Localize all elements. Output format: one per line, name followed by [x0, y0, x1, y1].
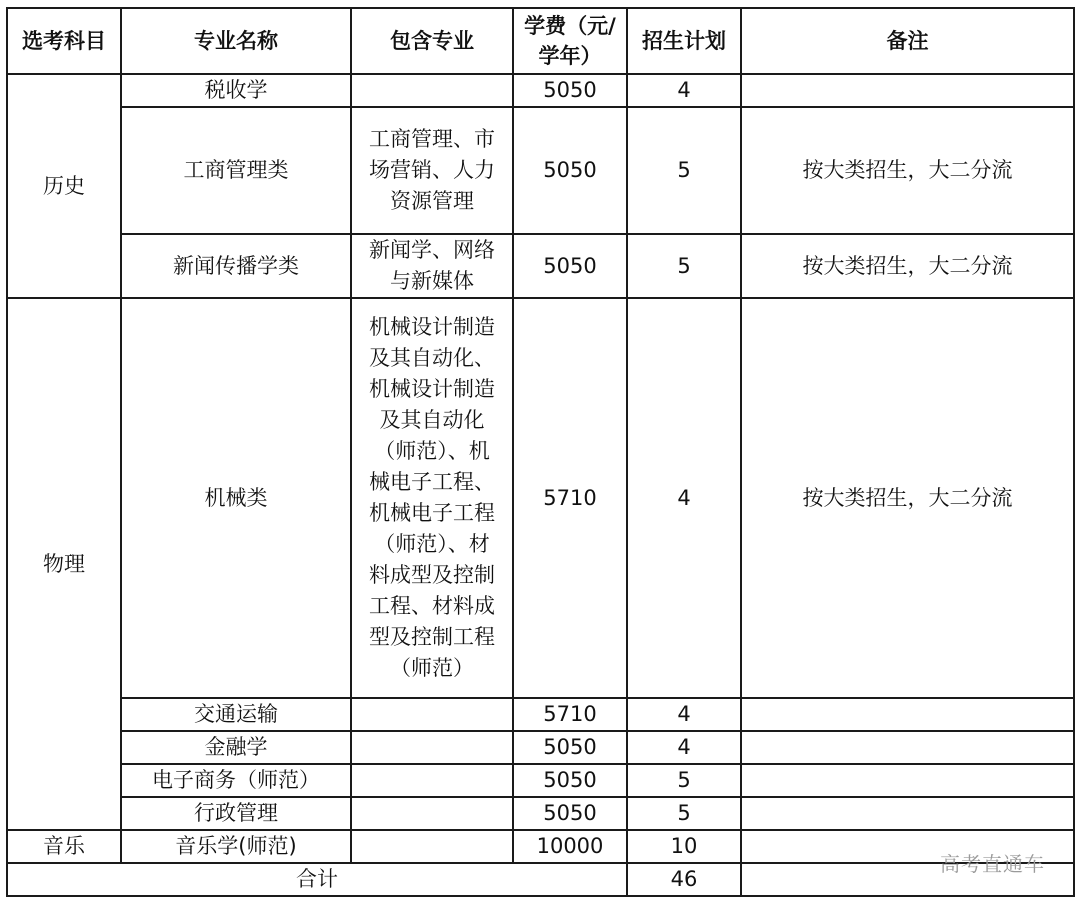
total-row	[7, 863, 1074, 896]
includes-cell	[351, 698, 513, 731]
note-cell: 按大类招生，大二分流	[741, 298, 1074, 698]
header-subject: 选考科目	[7, 8, 121, 74]
fee-cell: 5050	[513, 764, 627, 797]
subject-cell: 物理	[7, 298, 121, 830]
table-row	[7, 107, 1074, 234]
table-row	[7, 764, 1074, 797]
header-includes: 包含专业	[351, 8, 513, 74]
watermark-text: 高考直通车	[940, 852, 1045, 876]
plan-cell: 4	[627, 74, 741, 107]
major-cell: 电子商务（师范）	[121, 764, 351, 797]
table-row	[7, 698, 1074, 731]
total-label: 合计	[7, 863, 627, 896]
includes-cell	[351, 797, 513, 830]
plan-cell: 5	[627, 107, 741, 234]
fee-cell: 5050	[513, 731, 627, 764]
note-cell	[741, 731, 1074, 764]
includes-cell: 新闻学、网络 与新媒体	[351, 234, 513, 298]
includes-cell	[351, 74, 513, 107]
plan-cell: 5	[627, 797, 741, 830]
fee-cell: 10000	[513, 830, 627, 863]
table-row	[7, 797, 1074, 830]
includes-cell: 机械设计制造 及其自动化、 机械设计制造 及其自动化 （师范）、机 械电子工程、 机械电子工程 （师范）、材 料成型及控制 工程、材料成 型及控制工程 （师范）	[351, 298, 513, 698]
table-row	[7, 830, 1074, 863]
fee-cell: 5050	[513, 797, 627, 830]
includes-cell	[351, 731, 513, 764]
fee-cell: 5050	[513, 107, 627, 234]
table-row	[7, 74, 1074, 107]
fee-cell: 5710	[513, 298, 627, 698]
major-cell: 金融学	[121, 731, 351, 764]
includes-cell: 工商管理、市 场营销、人力 资源管理	[351, 107, 513, 234]
major-cell: 交通运输	[121, 698, 351, 731]
subject-cell: 历史	[7, 74, 121, 298]
plan-cell: 4	[627, 698, 741, 731]
table-row	[7, 731, 1074, 764]
note-cell	[741, 764, 1074, 797]
header-note: 备注	[741, 8, 1074, 74]
enrollment-table	[6, 7, 1075, 897]
major-cell: 音乐学(师范)	[121, 830, 351, 863]
fee-cell: 5710	[513, 698, 627, 731]
includes-cell	[351, 830, 513, 863]
note-cell	[741, 698, 1074, 731]
plan-cell: 10	[627, 830, 741, 863]
note-cell: 按大类招生，大二分流	[741, 107, 1074, 234]
fee-cell: 5050	[513, 234, 627, 298]
plan-cell: 4	[627, 731, 741, 764]
plan-cell: 5	[627, 764, 741, 797]
fee-cell: 5050	[513, 74, 627, 107]
table-row	[7, 298, 1074, 698]
major-cell: 税收学	[121, 74, 351, 107]
plan-cell: 5	[627, 234, 741, 298]
major-cell: 新闻传播学类	[121, 234, 351, 298]
header-plan: 招生计划	[627, 8, 741, 74]
major-cell: 工商管理类	[121, 107, 351, 234]
major-cell: 行政管理	[121, 797, 351, 830]
major-cell: 机械类	[121, 298, 351, 698]
plan-cell: 4	[627, 298, 741, 698]
header-major: 专业名称	[121, 8, 351, 74]
subject-cell: 音乐	[7, 830, 121, 863]
note-cell	[741, 797, 1074, 830]
table-header-row	[7, 8, 1074, 74]
note-cell: 按大类招生，大二分流	[741, 234, 1074, 298]
note-cell	[741, 74, 1074, 107]
includes-cell	[351, 764, 513, 797]
header-fee: 学费（元/ 学年）	[513, 8, 627, 74]
table-row	[7, 234, 1074, 298]
total-plan: 46	[627, 863, 741, 896]
